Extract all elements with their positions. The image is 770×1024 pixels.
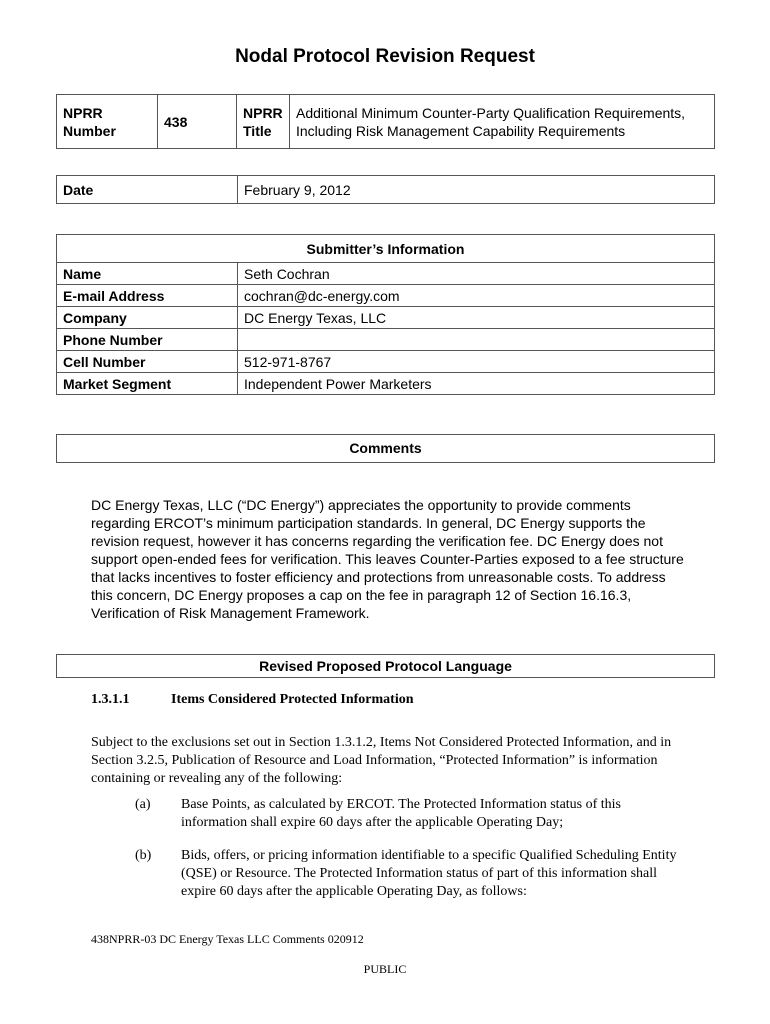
item-label: (b)	[135, 848, 152, 863]
footer-doc-id: 438NPRR-03 DC Energy Texas LLC Comments 020912	[91, 932, 364, 946]
row-value: 512-971-8767	[238, 351, 715, 373]
table-row	[57, 373, 715, 395]
date-table	[56, 175, 715, 204]
section-number: 1.3.1.1	[91, 692, 130, 707]
nprr-number-value: 438	[158, 95, 237, 149]
nprr-title-value: Additional Minimum Counter-Party Qualification Requirements, Including Risk Management Capability Requirements	[290, 95, 715, 149]
row-value	[238, 329, 715, 351]
table-row	[57, 351, 715, 373]
nprr-table	[56, 94, 715, 149]
nprr-number-label: NPRR Number	[57, 95, 158, 149]
date-label: Date	[57, 176, 238, 204]
section-heading	[91, 692, 414, 708]
row-label: Phone Number	[57, 329, 238, 351]
row-value: Independent Power Marketers	[238, 373, 715, 395]
table-row	[57, 307, 715, 329]
footer-classification: PUBLIC	[363, 962, 407, 976]
item-text: Base Points, as calculated by ERCOT. The Protected Information status of this information shall expire 60 days after the applicable Operating Day;	[181, 797, 622, 830]
page-title: Nodal Protocol Revision Request	[235, 46, 535, 67]
revised-language-heading: Revised Proposed Protocol Language	[56, 654, 715, 678]
submitter-table	[56, 234, 715, 395]
table-row	[57, 329, 715, 351]
row-label: Company	[57, 307, 238, 329]
item-label: (a)	[135, 797, 151, 812]
item-text: Bids, offers, or pricing information identifiable to a specific Qualified Scheduling Entity (QSE) or Resource. The Protected Information status of part of this information shall expire 60 days after the applicable Operating Day, as follows:	[181, 848, 677, 899]
section-title: Items Considered Protected Information	[171, 692, 414, 707]
date-value: February 9, 2012	[238, 176, 715, 204]
comments-heading: Comments	[56, 434, 715, 463]
table-row	[57, 263, 715, 285]
table-row	[57, 285, 715, 307]
row-value: cochran@dc-energy.com	[238, 285, 715, 307]
row-value: Seth Cochran	[238, 263, 715, 285]
section-intro: Subject to the exclusions set out in Section 1.3.1.2, Items Not Considered Protected Information, and in Section 3.2.5, Publication of Resource and Load Information, “Protected Information” is information containing or revealing any of the following:	[91, 735, 672, 786]
row-label: Cell Number	[57, 351, 238, 373]
row-label: Market Segment	[57, 373, 238, 395]
row-value: DC Energy Texas, LLC	[238, 307, 715, 329]
row-label: E-mail Address	[57, 285, 238, 307]
submitter-heading: Submitter’s Information	[57, 235, 715, 263]
nprr-title-label: NPRR Title	[237, 95, 290, 149]
comments-body: DC Energy Texas, LLC (“DC Energy”) appreciates the opportunity to provide comments regarding ERCOT’s minimum participation standards. In general, DC Energy supports the revision request, however it has concerns regarding the verification fee. DC Energy does not support open-ended fees for verification. This leaves Counter-Parties exposed to a fee structure that lacks incentives to foster efficiency and protections from unreasonable costs. To address this concern, DC Energy proposes a cap on the fee in paragraph 12 of Section 16.16.3, Verification of Risk Management Framework.	[91, 497, 684, 621]
row-label: Name	[57, 263, 238, 285]
